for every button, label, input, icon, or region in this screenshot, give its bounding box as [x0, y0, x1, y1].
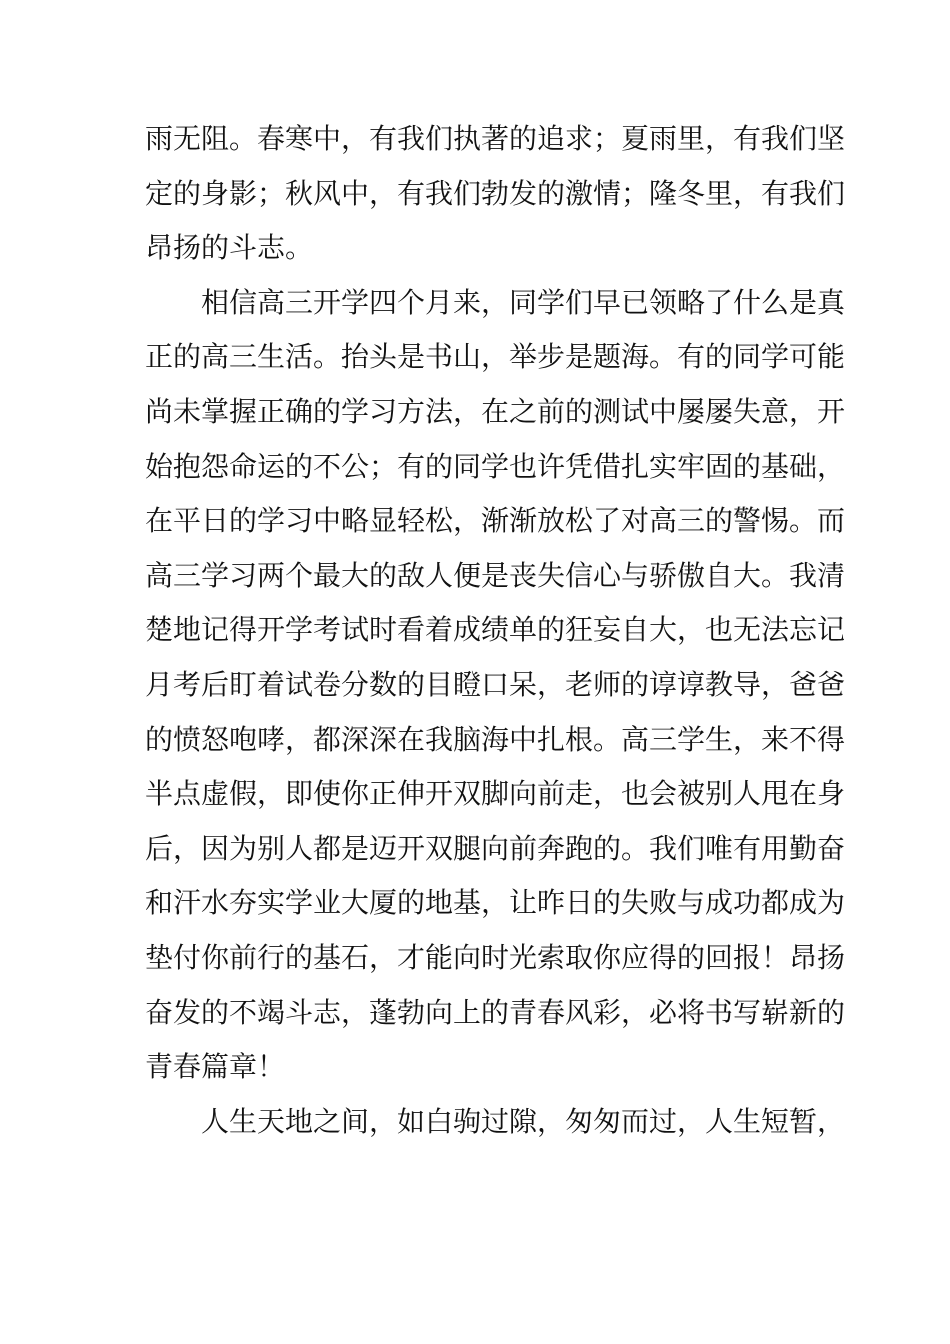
text-line: 的愤怒咆哮，都深深在我脑海中扎根。高三学生，来不得 — [145, 722, 846, 756]
text-line: 定的身影；秋风中，有我们勃发的激情；隆冬里，有我们 — [145, 176, 846, 210]
text-line: 半点虚假，即使你正伸开双脚向前走，也会被别人甩在身 — [145, 777, 846, 811]
text-line: 尚未掌握正确的学习方法，在之前的测试中屡屡失意，开 — [145, 394, 846, 428]
text-line: 垫付你前行的基石，才能向时光索取你应得的回报！昂扬 — [145, 940, 846, 974]
text-line: 后，因为别人都是迈开双腿向前奔跑的。我们唯有用勤奋 — [145, 831, 846, 865]
text-line: 高三学习两个最大的敌人便是丧失信心与骄傲自大。我清 — [145, 558, 846, 592]
text-line: 和汗水夯实学业大厦的地基，让昨日的失败与成功都成为 — [145, 886, 846, 920]
text-line: 正的高三生活。抬头是书山，举步是题海。有的同学可能 — [145, 340, 846, 374]
body-text — [145, 112, 846, 1149]
text-line: 在平日的学习中略显轻松，渐渐放松了对高三的警惕。而 — [145, 504, 846, 538]
paragraph-first-line: 相信高三开学四个月来，同学们早已领略了什么是真 — [201, 285, 846, 319]
text-line: 奋发的不竭斗志，蓬勃向上的青春风彩，必将书写崭新的 — [145, 995, 846, 1029]
text-line: 楚地记得开学考试时看着成绩单的狂妄自大，也无法忘记 — [145, 613, 846, 647]
paragraph-first-line: 人生天地之间，如白驹过隙，匆匆而过，人生短暂， — [201, 1104, 846, 1138]
text-line: 昂扬的斗志。 — [145, 231, 314, 265]
text-line: 雨无阻。春寒中，有我们执著的追求；夏雨里，有我们坚 — [145, 122, 846, 155]
text-line: 始抱怨命运的不公；有的同学也许凭借扎实牢固的基础， — [145, 449, 846, 483]
text-line: 青春篇章！ — [145, 1050, 286, 1084]
text-line: 月考后盯着试卷分数的目瞪口呆，老师的谆谆教导，爸爸 — [145, 667, 846, 701]
